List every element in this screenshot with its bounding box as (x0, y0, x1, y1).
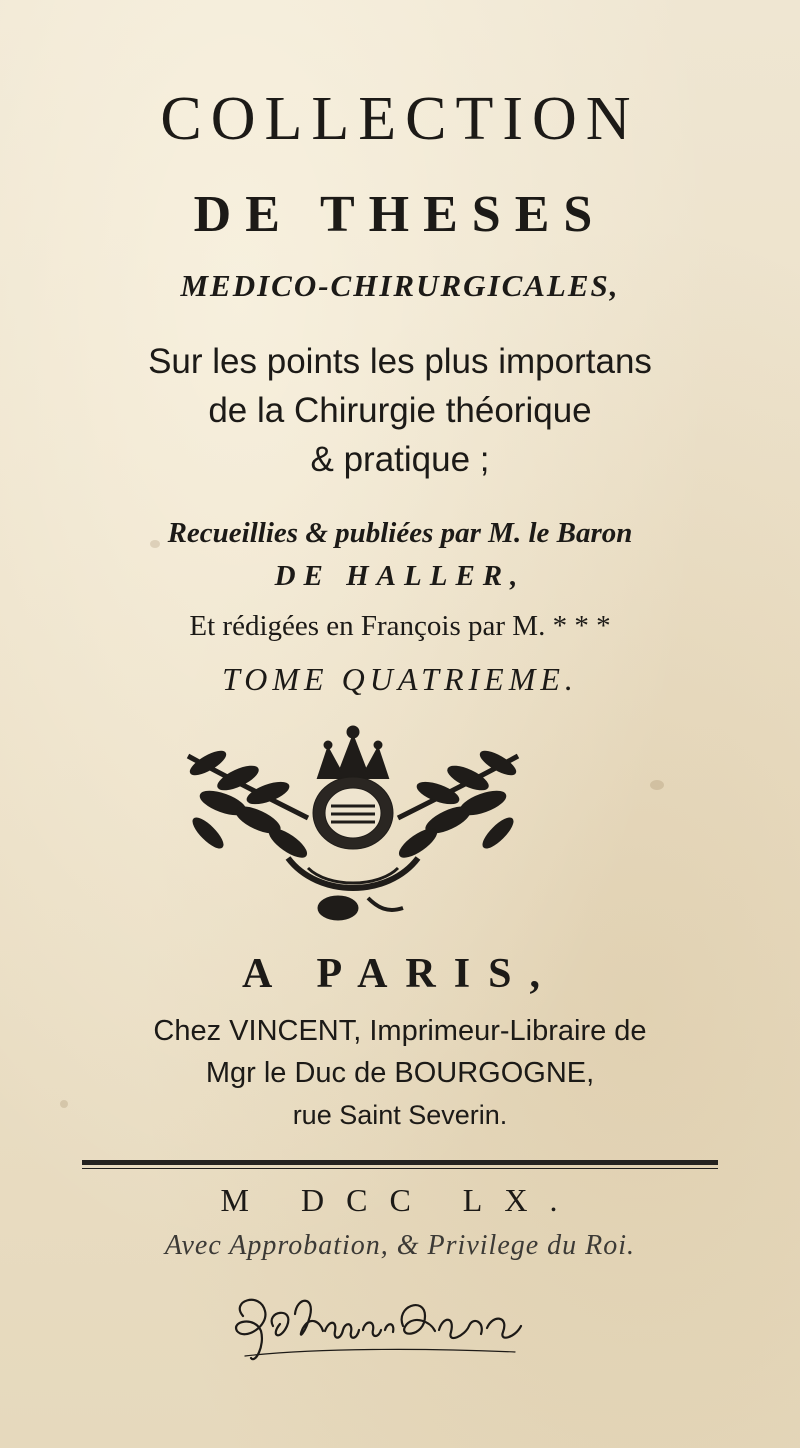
imprint-line-2: Mgr le Duc de BOURGOGNE, (205, 1057, 595, 1089)
subtitle-line-2: de la Chirurgie théorique (208, 391, 592, 430)
editors-line-2: DE HALLER, (274, 560, 526, 592)
editors-line-1: Recueillies & publiées par M. le Baron (167, 517, 633, 549)
thick-rule (82, 1160, 718, 1165)
title-medico-chirurgicales: MEDICO-CHIRURGICALES, (180, 268, 620, 303)
imprint-line-1: Chez VINCENT, Imprimeur-Libraire de (153, 1015, 647, 1047)
subtitle-line-1: Sur les points les plus importans (148, 342, 652, 381)
imprint-city: A PARIS, (242, 951, 558, 997)
handwritten-signature (225, 1286, 535, 1366)
privilege-line: Avec Approbation, & Privilege du Roi. (164, 1230, 636, 1261)
title-collection: COLLECTION (160, 85, 640, 153)
thin-rule (82, 1168, 718, 1169)
imprint-line-3: rue Saint Severin. (292, 1100, 508, 1130)
paper-foxing-spot (60, 1100, 68, 1108)
publication-date: M DCC LX. (220, 1182, 580, 1218)
subtitle-line-3: & pratique ; (310, 440, 490, 479)
paper-foxing-spot (150, 540, 160, 548)
title-theses: DE THESES (193, 186, 607, 243)
paper-foxing-spot (650, 780, 664, 790)
editors-line-3: Et rédigées en François par M. * * * (189, 610, 611, 642)
volume-label: TOME QUATRIEME. (222, 661, 578, 697)
fleuron-crown-laurel-icon (168, 708, 538, 934)
